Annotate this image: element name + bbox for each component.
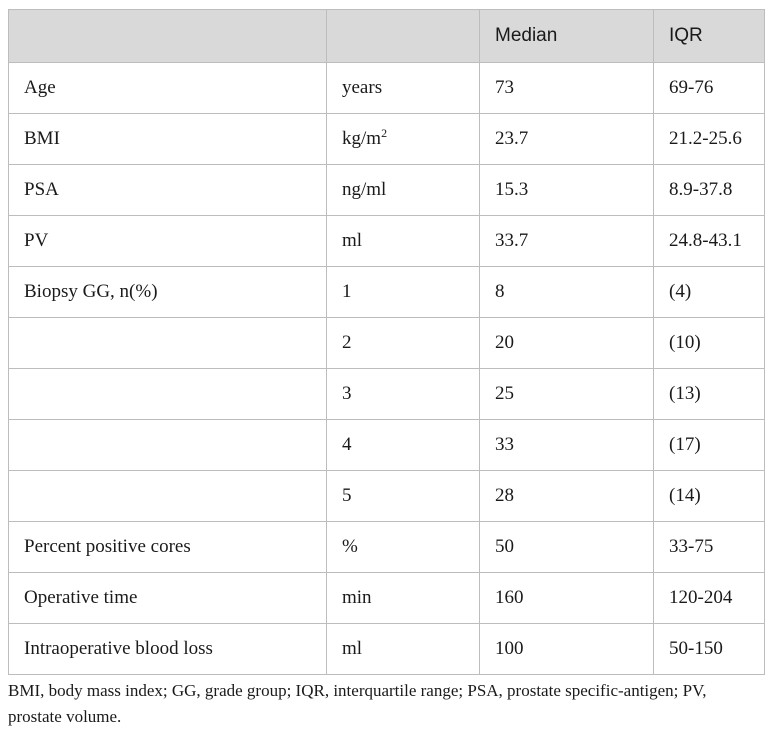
cell-iqr: 120-204 — [654, 573, 765, 624]
header-iqr: IQR — [654, 10, 765, 63]
cell-variable — [9, 420, 327, 471]
unit-text: 4 — [342, 434, 352, 455]
cell-median: 25 — [480, 369, 654, 420]
cell-variable: Intraoperative blood loss — [9, 624, 327, 675]
cell-unit — [327, 624, 480, 675]
cell-unit — [327, 522, 480, 573]
cell-unit — [327, 369, 480, 420]
cell-iqr: 69-76 — [654, 63, 765, 114]
unit-text: ml — [342, 638, 363, 659]
cell-median: 8 — [480, 267, 654, 318]
cell-iqr: 33-75 — [654, 522, 765, 573]
unit-text: years — [342, 77, 383, 98]
cell-unit — [327, 63, 480, 114]
cell-median: 15.3 — [480, 165, 654, 216]
table-container — [8, 9, 764, 675]
cell-iqr: 50-150 — [654, 624, 765, 675]
cell-median: 73 — [480, 63, 654, 114]
cell-iqr: 24.8-43.1 — [654, 216, 765, 267]
unit-text: min — [342, 587, 372, 608]
cell-variable — [9, 369, 327, 420]
cell-median: 33 — [480, 420, 654, 471]
table-row — [9, 114, 765, 165]
cell-variable: PSA — [9, 165, 327, 216]
table-row — [9, 165, 765, 216]
cell-median: 160 — [480, 573, 654, 624]
table-row — [9, 318, 765, 369]
header-unit — [327, 10, 480, 63]
unit-text: 3 — [342, 383, 352, 404]
table-row — [9, 573, 765, 624]
unit-superscript: 2 — [381, 126, 388, 140]
cell-variable — [9, 318, 327, 369]
cell-variable: Operative time — [9, 573, 327, 624]
cell-variable: Biopsy GG, n(%) — [9, 267, 327, 318]
cell-unit — [327, 165, 480, 216]
table-row — [9, 471, 765, 522]
unit-text: 1 — [342, 281, 352, 302]
cell-variable: PV — [9, 216, 327, 267]
characteristics-table — [8, 9, 765, 675]
table-row — [9, 267, 765, 318]
unit-text: 2 — [342, 332, 352, 353]
cell-median: 20 — [480, 318, 654, 369]
cell-iqr: (4) — [654, 267, 765, 318]
unit-text: ml — [342, 230, 363, 251]
unit-text: 5 — [342, 485, 352, 506]
cell-median: 23.7 — [480, 114, 654, 165]
table-row — [9, 624, 765, 675]
header-row — [9, 10, 765, 63]
cell-unit — [327, 114, 480, 165]
table-row — [9, 369, 765, 420]
table-row — [9, 216, 765, 267]
cell-iqr: 21.2-25.6 — [654, 114, 765, 165]
cell-median: 33.7 — [480, 216, 654, 267]
cell-variable: Age — [9, 63, 327, 114]
table-row — [9, 420, 765, 471]
cell-median: 28 — [480, 471, 654, 522]
cell-unit — [327, 573, 480, 624]
cell-variable: Percent positive cores — [9, 522, 327, 573]
cell-unit — [327, 420, 480, 471]
cell-median: 100 — [480, 624, 654, 675]
cell-unit — [327, 471, 480, 522]
table-row — [9, 63, 765, 114]
cell-iqr: 8.9-37.8 — [654, 165, 765, 216]
unit-text: ng/ml — [342, 179, 387, 200]
cell-unit — [327, 216, 480, 267]
cell-iqr: (10) — [654, 318, 765, 369]
unit-text: kg/m — [342, 128, 382, 149]
unit-text: % — [342, 536, 358, 557]
cell-iqr: (13) — [654, 369, 765, 420]
header-median: Median — [480, 10, 654, 63]
cell-variable — [9, 471, 327, 522]
cell-unit — [327, 267, 480, 318]
table-footnote: BMI, body mass index; GG, grade group; IQR, interquartile range; PSA, prostate specific-antigen; PV, prostate volume. — [8, 681, 707, 726]
cell-variable: BMI — [9, 114, 327, 165]
cell-median: 50 — [480, 522, 654, 573]
header-variable — [9, 10, 327, 63]
cell-iqr: (17) — [654, 420, 765, 471]
cell-iqr: (14) — [654, 471, 765, 522]
table-row — [9, 522, 765, 573]
cell-unit — [327, 318, 480, 369]
